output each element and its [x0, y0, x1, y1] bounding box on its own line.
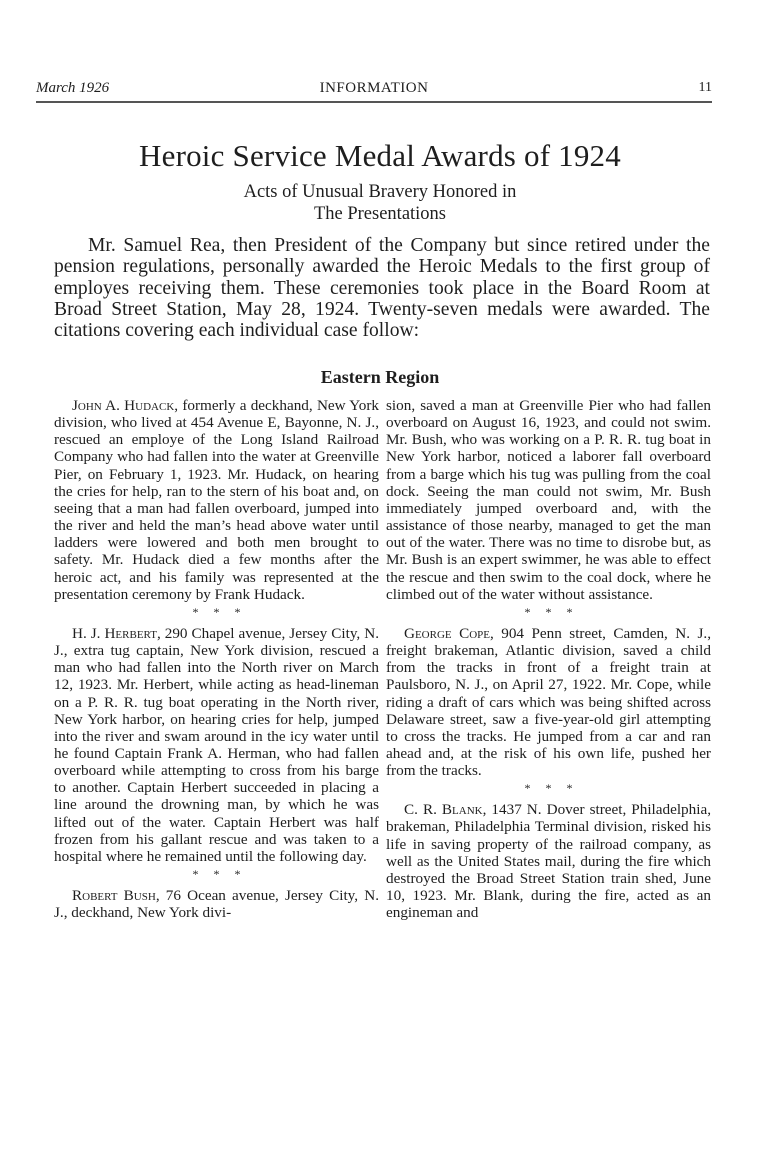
- page-number: 11: [698, 80, 712, 95]
- citation-herbert: [54, 625, 379, 865]
- citation-name: George Cope: [404, 624, 490, 642]
- issue-date: March 1926: [36, 80, 110, 96]
- subtitle-line-1: Acts of Unusual Bravery Honored in: [243, 182, 517, 202]
- separator: * * *: [524, 604, 579, 619]
- citation-text: , 290 Chapel avenue, Jersey City, N. J., extra tug captain, New York division, rescued a man who had fallen into the North river on March 12, 1923. Mr. Herbert, while acting as head-lineman on a P. R. R. tug boat operating in the North river, New York harbor, on hearing cries for help, jumped into the river and swam around in the icy water until he found Captain Frank A. Herman, who had fallen overboard while attempting to cross from his barge to another. Captain Herbert succeeded in placing a line around the drowning man, by which he was lifted out of the water. Captain Herbert was half frozen from his gallant rescue and was taken to a hospital where he remained until the following day.: [54, 624, 379, 865]
- article-title: Heroic Service Medal Awards of 1924: [139, 138, 621, 173]
- citation-name: C. R. Blank: [404, 801, 483, 819]
- citation-name: H. J. Herbert: [72, 624, 157, 642]
- publication-name: INFORMATION: [319, 80, 429, 96]
- left-column: [54, 397, 379, 921]
- section-heading: Eastern Region: [320, 367, 440, 387]
- citation-cope: [386, 625, 711, 779]
- citation-text: , 1437 N. Dover street, Philadelphia, brakeman, Philadelphia Terminal division, risked his life in saving property of the railroad company, as well as the United States mail, during the fire which destroyed the Broad Street Station train shed, June 10, 1923. Mr. Blank, during the fire, acted as an engineman and: [386, 801, 712, 922]
- article-subtitle: [0, 181, 760, 225]
- separator: * * *: [524, 781, 579, 796]
- citation-name: John A. Hudack: [72, 397, 175, 414]
- intro-paragraph: Mr. Samuel Rea, then President of the Company but since retired under the pension regulations, personally awarded the Heroic Medals to the first group of employes receiving them. These ceremonies took place in the Board Room at Broad Street Station, May 28, 1924. Twenty-seven medals were awarded. The citations covering each individual case follow:: [54, 235, 710, 342]
- citation-bush: [54, 887, 379, 921]
- header-rule: [36, 101, 712, 103]
- subtitle-line-2: The Presentations: [313, 204, 447, 224]
- citation-blank: [386, 801, 711, 921]
- citation-hudack: [54, 397, 379, 603]
- citation-text: , 76 Ocean avenue, Jersey City, N. J., deckhand, New York divi-: [54, 887, 379, 922]
- right-column: [386, 397, 711, 921]
- running-head: [36, 80, 712, 100]
- citation-text: , 904 Penn street, Camden, N. J., freight brakeman, Atlantic division, saved a child from the tracks in front of a freight train at Paulsboro, N. J., on April 27, 1922. Mr. Cope, while riding a draft of cars which was being shifted across Delaware street, saw a five-year-old girl attempting to cross the tracks. He jumped from a car and ran ahead and, at the risk of his own life, pushed her from the tracks.: [386, 624, 711, 780]
- citation-bush-continued: sion, saved a man at Greenville Pier who had fallen overboard on August 16, 1923, and could not swim. Mr. Bush, who was working on a P. R. R. tug boat in New York harbor, noticed a laborer fall overboard from a barge which his tug was pulling from the coal dock. Seeing the man could not swim, Mr. Bush immediately jumped overboard and, with the assistance of those nearby, managed to get the man out of the water. There was no time to disrobe but, as Mr. Bush is an expert swimmer, he was able to effect the rescue and then swim to the coal dock, where he climbed out of the water without assistance.: [386, 397, 711, 603]
- separator: * * *: [192, 604, 247, 619]
- separator: * * *: [192, 867, 247, 882]
- citation-text: , formerly a deckhand, New York division, who lived at 454 Avenue E, Bayonne, N. J., rescued an employe of the Long Island Railroad Company who had fallen into the water at Greenville Pier, on February 1, 1923. Mr. Hudack, on hearing the cries for help, ran to the stern of his boat and, on seeing that a man had fallen overboard, jumped into the river and held the man’s head above water until ladders were lowered and both men brought to safety. Mr. Hudack died a few months after the heroic act, and his family was represented at the presentation ceremony by Frank Hudack.: [54, 397, 380, 603]
- citation-name: Robert Bush: [72, 887, 156, 905]
